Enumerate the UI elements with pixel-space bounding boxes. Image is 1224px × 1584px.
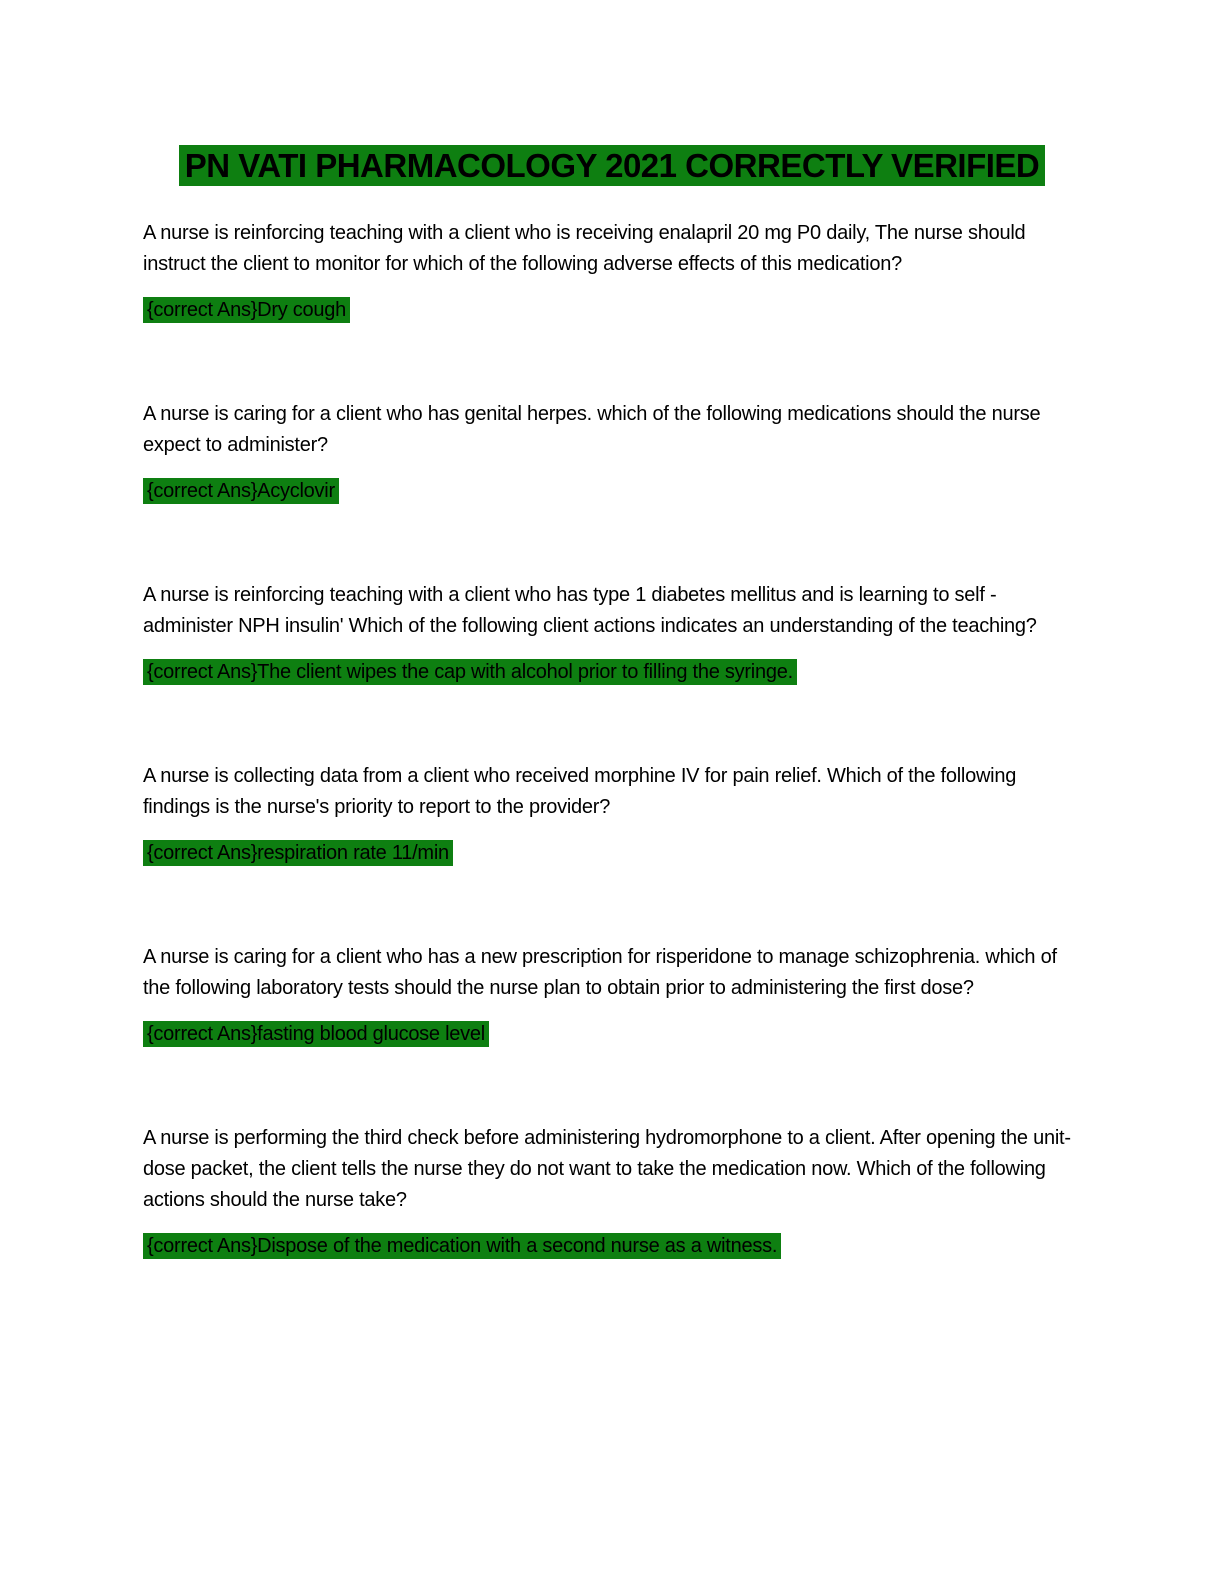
answer-line bbox=[143, 1020, 1081, 1048]
answer-line bbox=[143, 296, 1081, 324]
qa-block bbox=[143, 218, 1081, 324]
qa-block bbox=[143, 399, 1081, 505]
answer-line bbox=[143, 658, 1081, 686]
qa-block bbox=[143, 1123, 1081, 1260]
correct-answer-highlight: {correct Ans}Dispose of the medication with a second nurse as a witness. bbox=[143, 1233, 781, 1259]
correct-answer-highlight: {correct Ans}fasting blood glucose level bbox=[143, 1021, 489, 1047]
question-text: A nurse is reinforcing teaching with a client who is receiving enalapril 20 mg P0 daily, The nurse should instruct the client to monitor for which of the following adverse effects of this medication? bbox=[143, 222, 1026, 275]
question-text: A nurse is reinforcing teaching with a client who has type 1 diabetes mellitus and is learning to self - administer NPH insulin' Which of the following client actions indicates an understanding of the teaching? bbox=[143, 584, 1037, 637]
answer-line bbox=[143, 839, 1081, 867]
correct-answer-highlight: {correct Ans}Acyclovir bbox=[143, 478, 339, 504]
answer-line bbox=[143, 1232, 1081, 1260]
correct-answer-highlight: {correct Ans}Dry cough bbox=[143, 297, 350, 323]
page-title-highlight: PN VATI PHARMACOLOGY 2021 CORRECTLY VERIFIED bbox=[179, 145, 1046, 186]
answer-line bbox=[143, 477, 1081, 505]
qa-block bbox=[143, 942, 1081, 1048]
question-text: A nurse is caring for a client who has a new prescription for risperidone to manage schizophrenia. which of the following laboratory tests should the nurse plan to obtain prior to administering the first dose? bbox=[143, 946, 1057, 999]
page-title bbox=[143, 145, 1081, 186]
qa-block bbox=[143, 761, 1081, 867]
question-text: A nurse is caring for a client who has genital herpes. which of the following medications should the nurse expect to administer? bbox=[143, 403, 1041, 456]
correct-answer-highlight: {correct Ans}The client wipes the cap with alcohol prior to filling the syringe. bbox=[143, 659, 797, 685]
question-text: A nurse is performing the third check before administering hydromorphone to a client. After opening the unit-dose packet, the client tells the nurse they do not want to take the medication now. Which of the following actions should the nurse take? bbox=[143, 1127, 1071, 1211]
qa-block bbox=[143, 580, 1081, 686]
correct-answer-highlight: {correct Ans}respiration rate 11/min bbox=[143, 840, 453, 866]
question-text: A nurse is collecting data from a client who received morphine IV for pain relief. Which of the following findings is the nurse's priority to report to the provider? bbox=[143, 765, 1017, 818]
